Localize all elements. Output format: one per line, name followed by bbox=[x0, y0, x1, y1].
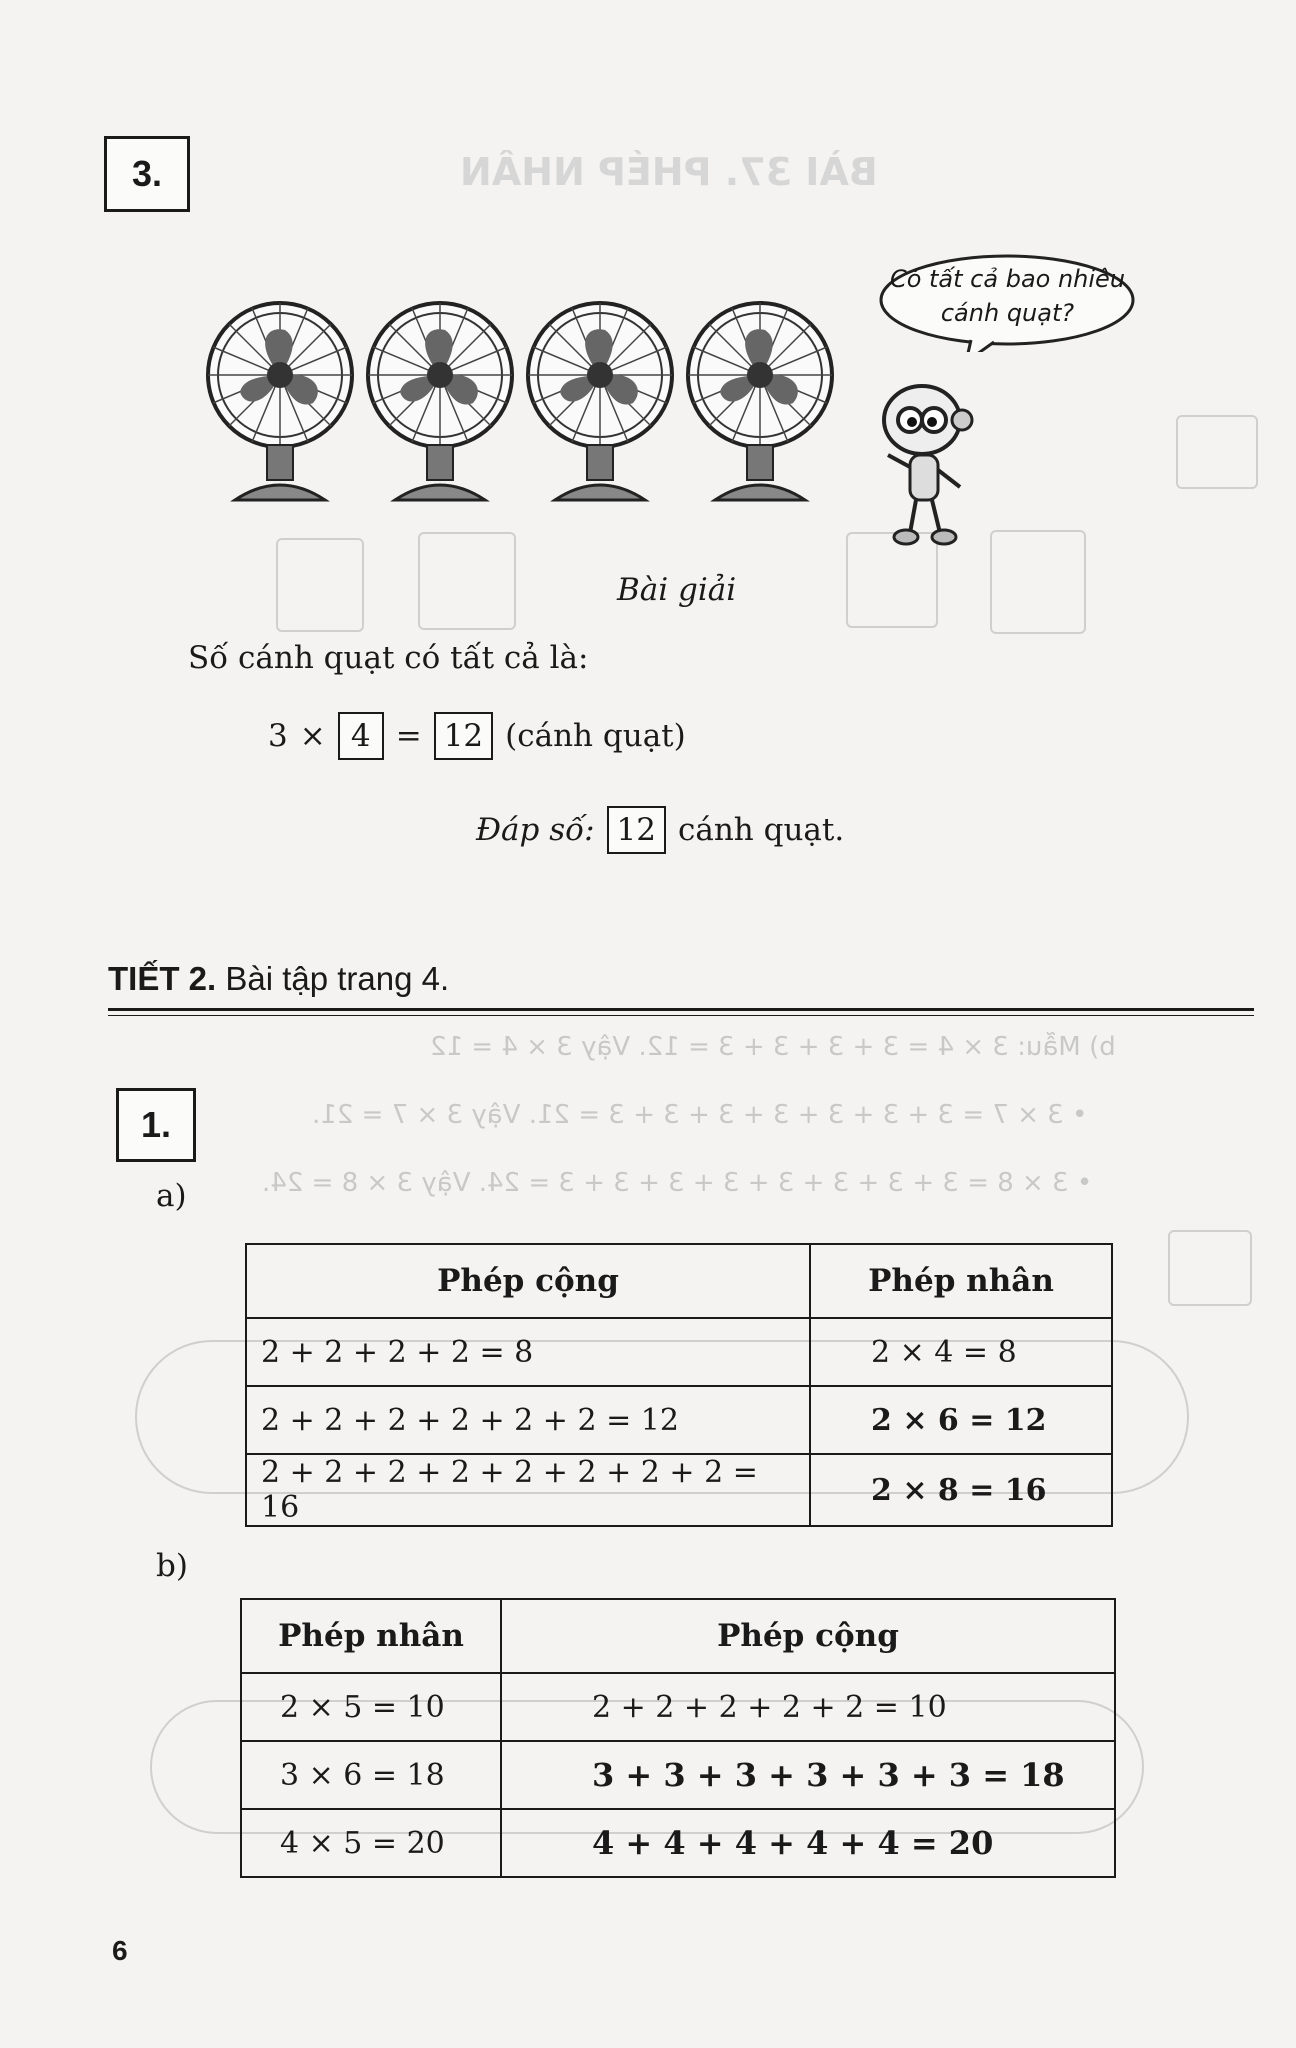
speech-bubble-text bbox=[880, 262, 1135, 330]
header-addition: Phép cộng bbox=[246, 1244, 810, 1318]
exercise-1-number: 1. bbox=[116, 1088, 196, 1162]
table-row bbox=[241, 1741, 1115, 1809]
section-divider bbox=[108, 1008, 1254, 1011]
header-multiplication: Phép nhân bbox=[241, 1599, 501, 1673]
solution-title: Bài giải bbox=[617, 572, 737, 608]
show-through-box bbox=[1168, 1230, 1252, 1306]
table-addition-to-multiplication bbox=[245, 1243, 1113, 1527]
table-row bbox=[241, 1673, 1115, 1741]
equation-factor-b-box: 4 bbox=[338, 712, 384, 760]
addition-answer-cell: 4 + 4 + 4 + 4 + 4 = 20 bbox=[501, 1809, 1115, 1877]
answer-label: Đáp số: bbox=[476, 812, 595, 848]
equation-unit: (cánh quạt) bbox=[505, 718, 686, 754]
header-multiplication: Phép nhân bbox=[810, 1244, 1112, 1318]
addition-cell: 2 + 2 + 2 + 2 + 2 + 2 + 2 + 2 = 16 bbox=[246, 1454, 810, 1526]
solution-equation bbox=[268, 712, 686, 760]
addition-cell: 2 + 2 + 2 + 2 + 2 = 10 bbox=[501, 1673, 1115, 1741]
page-number: 6 bbox=[112, 1935, 128, 1966]
part-a-label: a) bbox=[156, 1178, 187, 1214]
multiplication-cell: 2 × 4 = 8 bbox=[810, 1318, 1112, 1386]
part-b-label: b) bbox=[156, 1548, 188, 1584]
table-row bbox=[246, 1386, 1112, 1454]
show-through-die bbox=[990, 530, 1086, 634]
table-row bbox=[246, 1318, 1112, 1386]
multiplication-cell: 2 × 5 = 10 bbox=[241, 1673, 501, 1741]
show-through-line-2: • 3 × 7 = 3 + 3 + 3 + 3 + 3 + 3 + 3 = 21. Vậy 3 × 7 = 21. bbox=[312, 1100, 1088, 1130]
section-divider-thin bbox=[108, 1015, 1254, 1016]
multiplication-answer-cell: 2 × 8 = 16 bbox=[810, 1454, 1112, 1526]
show-through-heading: BÀI 37. PHÉP NHÂN bbox=[460, 150, 878, 194]
bubble-line-2: cánh quạt? bbox=[940, 299, 1075, 327]
table-multiplication-to-addition bbox=[240, 1598, 1116, 1878]
times-sign: × bbox=[299, 718, 326, 754]
show-through-line-3: • 3 × 8 = 3 + 3 + 3 + 3 + 3 + 3 + 3 + 3 = 24. Vậy 3 × 8 = 24. bbox=[262, 1168, 1093, 1198]
header-addition: Phép cộng bbox=[501, 1599, 1115, 1673]
addition-cell: 2 + 2 + 2 + 2 + 2 + 2 = 12 bbox=[246, 1386, 810, 1454]
table-row bbox=[241, 1809, 1115, 1877]
equation-factor-a: 3 bbox=[268, 718, 288, 754]
show-through-box bbox=[1176, 415, 1258, 489]
section-heading-rest: Bài tập trang 4. bbox=[216, 960, 450, 997]
addition-answer-cell: 3 + 3 + 3 + 3 + 3 + 3 = 18 bbox=[501, 1741, 1115, 1809]
table-row bbox=[246, 1454, 1112, 1526]
exercise-3-number: 3. bbox=[104, 136, 190, 212]
show-through-die bbox=[418, 532, 516, 630]
section-heading bbox=[108, 960, 449, 998]
answer-value-box: 12 bbox=[607, 806, 666, 854]
multiplication-answer-cell: 2 × 6 = 12 bbox=[810, 1386, 1112, 1454]
multiplication-cell: 3 × 6 = 18 bbox=[241, 1741, 501, 1809]
multiplication-cell: 4 × 5 = 20 bbox=[241, 1809, 501, 1877]
table-header-row bbox=[246, 1244, 1112, 1318]
answer-unit: cánh quạt. bbox=[677, 812, 845, 848]
bubble-line-1: Có tất cả bao nhiêu bbox=[889, 265, 1126, 293]
electric-fans-illustration bbox=[205, 300, 845, 510]
equation-result-box: 12 bbox=[434, 712, 493, 760]
table-header-row bbox=[241, 1599, 1115, 1673]
solution-statement: Số cánh quạt có tất cả là: bbox=[188, 640, 589, 676]
section-heading-bold: TIẾT 2. bbox=[108, 960, 217, 997]
answer-line bbox=[476, 806, 844, 854]
equals-sign: = bbox=[395, 718, 422, 754]
show-through-line-1: b) Mẫu: 3 × 4 = 3 + 3 + 3 + 3 = 12. Vậy 3 × 4 = 12 bbox=[430, 1032, 1116, 1062]
robot-mascot-icon bbox=[870, 375, 990, 550]
addition-cell: 2 + 2 + 2 + 2 = 8 bbox=[246, 1318, 810, 1386]
show-through-die bbox=[276, 538, 364, 632]
